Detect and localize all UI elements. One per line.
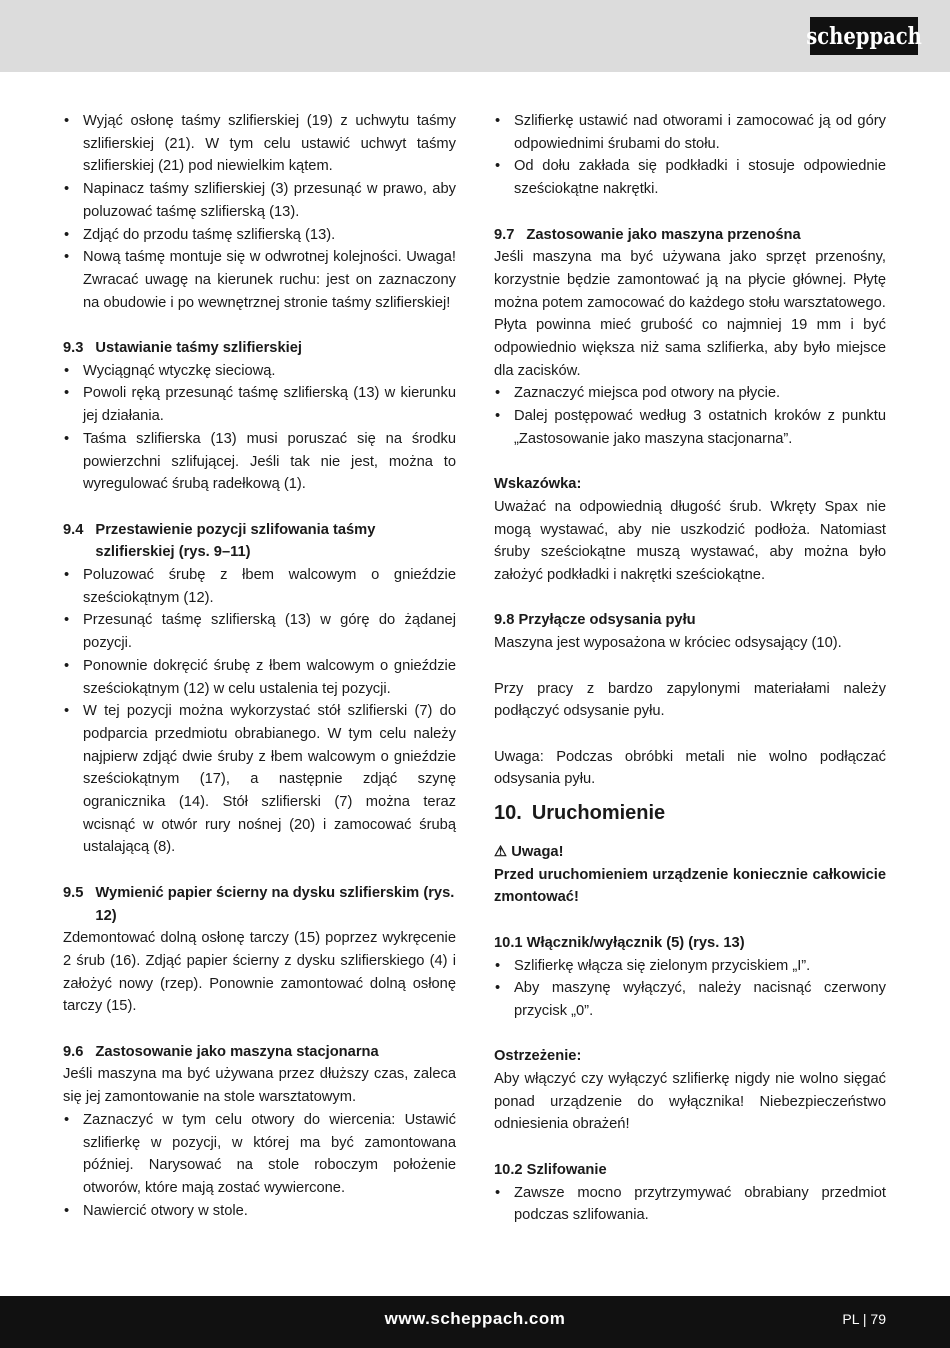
paragraph: Przed uruchomieniem urządzenie koniecznie całkowicie zmontować! bbox=[494, 866, 886, 906]
list-item: • Powoli ręką przesunąć taśmę szlifierską (13) w kierunku jej działania. bbox=[63, 382, 456, 427]
paragraph: Uważać na odpowiednią długość śrub. Wkręty Spax nie mogą wystawać, aby nie uszkodzić podłoża. Natomiast śruby sześciokątne muszą wystawać, aby można było założyć podkładki i nakrętki sześciokątne. bbox=[494, 498, 886, 584]
website-link[interactable]: www.scheppach.com bbox=[384, 1309, 566, 1328]
hint-title: Wskazówka: bbox=[494, 476, 582, 493]
list-item: • Napinacz taśmy szlifierskiej (3) przesunąć w prawo, aby poluzować taśmę szlifierską (13). bbox=[63, 178, 456, 223]
list-item: • Szlifierkę ustawić nad otworami i zamocować ją od góry odpowiednimi śrubami do stołu. bbox=[494, 110, 886, 155]
chapter-heading-10: 10. Uruchomienie bbox=[494, 802, 666, 825]
list-item: • Od dołu zakłada się podkładki i stosuje odpowiednie sześciokątne nakrętki. bbox=[494, 155, 886, 200]
warning-title: Ostrzeżenie: bbox=[494, 1048, 582, 1065]
list-item: • Aby maszynę wyłączyć, należy nacisnąć czerwony przycisk „0”. bbox=[494, 977, 886, 1022]
warning-triangle-icon: ⚠ bbox=[494, 844, 508, 861]
section-heading-9-6: 9.6 Zastosowanie jako maszyna stacjonarna bbox=[63, 1043, 379, 1060]
list-item: • W tej pozycji można wykorzystać stół szlifierski (7) do podparcia przedmiotu obrabianego. W tym celu należy najpierw zdjąć dwie śruby z łbem walcowym o gnieździe sześciokątnym (17), a następnie zdjąć szynę ogranicznika (14). Stół szlifierski (7) można teraz wcisnąć w otwór rury nośnej (20) i zamocować śrubą ustalającą (8). bbox=[63, 700, 456, 859]
list-item: • Zdjąć do przodu taśmę szlifierską (13). bbox=[63, 224, 456, 247]
list-item: • Zawsze mocno przytrzymywać obrabiany przedmiot podczas szlifowania. bbox=[494, 1182, 886, 1227]
paragraph: Zdemontować dolną osłonę tarczy (15) poprzez wykręcenie 2 śrub (16). Zdjąć papier ścierny z dysku szlifierskiego (4) i założyć nowy (rzep). Ponownie zamontować dolną osłonę tarczy (15). bbox=[63, 930, 456, 1015]
right-column bbox=[494, 110, 886, 1227]
list-item: • Wyjąć osłonę taśmy szlifierskiej (19) z uchwytu taśmy szlifierskiej (21). W tym celu ustawić uchwyt taśmy szlifierskiej (21) pod niewielkim kątem. bbox=[63, 110, 456, 178]
paragraph: Jeśli maszyna ma być używana jako sprzęt przenośny, korzystnie będzie zamontować ją na płycie głównej. Płytę można potem zamocować do każdego stołu warsztatowego. bbox=[494, 249, 886, 311]
list-item: • Przesunąć taśmę szlifierską (13) w górę do żądanej pozycji. bbox=[63, 609, 456, 654]
paragraph: Aby włączyć czy wyłączyć szlifierkę nigdy nie wolno sięgać ponad urządzenie do wyłącznika! Niebezpieczeństwo odniesienia obrażeń! bbox=[494, 1071, 886, 1133]
list-item: • Poluzować śrubę z łbem walcowym o gnieździe sześciokątnym (12). bbox=[63, 564, 456, 609]
section-heading-9-4: 9.4 Przestawienie pozycji szlifowania taśmy szlifierskiej (rys. 9–11) bbox=[63, 521, 376, 561]
list-item: • Ponownie dokręcić śrubę z łbem walcowym o gnieździe sześciokątnym (12) w celu ustalenia tej pozycji. bbox=[63, 655, 456, 700]
warning-caution: ⚠ Uwaga! bbox=[494, 844, 564, 861]
list-item: • Dalej postępować według 3 ostatnich kroków z punktu „Zastosowanie jako maszyna stacjonarna”. bbox=[494, 405, 886, 450]
paragraph: Jeśli maszyna ma być używana przez dłuższy czas, zaleca się jej zamontowanie na stole warsztatowym. bbox=[63, 1066, 456, 1106]
section-heading-9-3: 9.3 Ustawianie taśmy szlifierskiej bbox=[63, 340, 302, 357]
list-item: • Szlifierkę włącza się zielonym przyciskiem „I”. bbox=[494, 955, 886, 978]
page-reference: PL | 79 bbox=[842, 1311, 886, 1327]
left-column bbox=[63, 110, 456, 1222]
list-item: • Zaznaczyć w tym celu otwory do wiercenia: Ustawić szlifierkę w pozycji, w której ma być zamontowana później. Narysować na stole roboczym położenie otworów, które mają zostać wywiercone. bbox=[63, 1109, 456, 1200]
list-item: • Nową taśmę montuje się w odwrotnej kolejności. Uwaga! Zwracać uwagę na kierunek ruchu: jest on zaznaczony na obudowie i po wewnętrznej stronie taśmy szlifierskiej! bbox=[63, 246, 456, 314]
list-item: • Taśma szlifierska (13) musi poruszać się na środku powierzchni szlifującej. Jeśli tak nie jest, można to wyregulować śrubą radełkową (1). bbox=[63, 428, 456, 496]
paragraph: Maszyna jest wyposażona w króciec odsysający (10). bbox=[494, 635, 842, 652]
paragraph: Przy pracy z bardzo zapylonymi materiałami należy podłączyć odsysanie pyłu. bbox=[494, 680, 886, 720]
footer-bar bbox=[0, 1296, 950, 1348]
paragraph: Uwaga: Podczas obróbki metali nie wolno podłączać odsysania pyłu. bbox=[494, 748, 886, 788]
section-heading-10-1: 10.1 Włącznik/wyłącznik (5) (rys. 13) bbox=[494, 934, 745, 951]
section-heading-9-5: 9.5 Wymienić papier ścierny na dysku szlifierskim (rys. 12) bbox=[63, 884, 455, 924]
paragraph: Płyta powinna mieć grubość co najmniej 19 mm i być odpowiednio większa niż sama szlifierka, aby było miejsce dla zacisków. bbox=[494, 317, 886, 379]
brand-logo: scheppach bbox=[810, 17, 918, 55]
intro-list bbox=[63, 110, 456, 314]
list-item: • Wyciągnąć wtyczkę sieciową. bbox=[63, 360, 456, 383]
section-heading-9-7: 9.7 Zastosowanie jako maszyna przenośna bbox=[494, 226, 801, 243]
list-item: • Zaznaczyć miejsca pod otwory na płycie. bbox=[494, 382, 886, 405]
section-heading-10-2: 10.2 Szlifowanie bbox=[494, 1161, 607, 1178]
list-item: • Nawiercić otwory w stole. bbox=[63, 1200, 456, 1223]
section-heading-9-8: 9.8 Przyłącze odsysania pyłu bbox=[494, 612, 696, 629]
